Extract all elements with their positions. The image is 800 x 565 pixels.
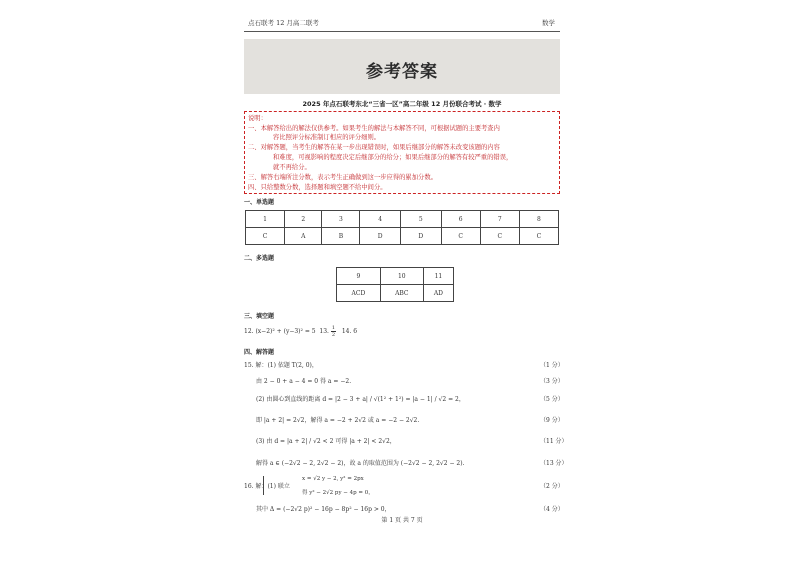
question-number: 1 (246, 211, 285, 228)
answer-cell: C (246, 228, 285, 245)
section-fill-in: 三、填空题 (244, 313, 275, 320)
score-mark: （2 分） (540, 483, 564, 490)
question-number: 11 (423, 268, 453, 285)
notes-line: 和难度，可视影响的程度决定后继部分的给分；如果后继部分的解答有较严重的错误， (273, 154, 513, 161)
solution-line: 解得 a ∈ (−2√2 − 2, 2√2 − 2)，故 a 的取值范围为 (−2√2 − 2, 2√2 − 2). (256, 460, 465, 467)
notes-line: 四、只给整数分数，选择题和填空题不给中间分。 (248, 184, 387, 191)
question-number: 5 (401, 211, 442, 228)
notes-line: 容比照评分标准制订相应的评分细则。 (273, 134, 381, 141)
grading-notes-box (244, 111, 560, 194)
section-single-choice: 一、单选题 (244, 199, 275, 206)
answer-13-fraction (331, 325, 336, 338)
question-number: 7 (480, 211, 519, 228)
solution-line: 16. 解：(1) 联立 (244, 483, 290, 490)
score-mark: （11 分） (540, 438, 568, 445)
running-header-title: 点石联考 12 月高二联考 (248, 19, 319, 27)
answer-cell: D (360, 228, 401, 245)
question-number: 8 (519, 211, 558, 228)
notes-line: 说明： (248, 115, 267, 122)
running-header-subject: 数学 (542, 19, 555, 27)
single-choice-table (245, 210, 559, 245)
fraction-denominator: 2 (331, 332, 336, 338)
score-mark: （13 分） (540, 460, 568, 467)
equation-system: x = √2 y − 2, y² = 2px (302, 476, 364, 482)
answer-cell: C (519, 228, 558, 245)
header-rule (244, 31, 560, 32)
solution-line: (2) 由圆心到直线的距离 d = |2 − 3 + a| / √(1² + 1²) = |a − 1| / √2 = 2， (256, 396, 465, 403)
fill-in-answers (244, 325, 357, 338)
table-row (246, 228, 559, 245)
fraction-numerator: 1 (331, 325, 336, 331)
solution-line: (3) 由 d = |a + 2| / √2 < 2 可得 |a + 2| < 2√2， (256, 438, 396, 445)
notes-line: 二、对解答题，当考生的解答在某一步出现错误时，如果后继部分的解答未改变该题的内容 (248, 144, 500, 151)
answer-13-label: 13. (319, 328, 329, 335)
notes-line: 就不再给分。 (273, 164, 311, 171)
solution-line: 其中 Δ = (−2√2 p)² − 16p − 8p² − 16p > 0， (256, 506, 391, 513)
answer-cell: C (480, 228, 519, 245)
answer-12: 12. (x−2)² + (y−3)² = 5 (244, 328, 316, 335)
question-number: 3 (322, 211, 360, 228)
answer-cell: AD (423, 285, 453, 302)
section-multi-choice: 二、多选题 (244, 255, 275, 262)
system-brace (263, 476, 267, 495)
notes-line: 三、解答右端所注分数，表示考生正确做到这一步应得的累加分数。 (248, 174, 437, 181)
table-row (337, 285, 454, 302)
solution-line: 得 y² − 2√2 py − 4p = 0， (302, 490, 374, 496)
question-number: 10 (380, 268, 423, 285)
score-mark: （5 分） (540, 396, 564, 403)
question-number: 2 (285, 211, 322, 228)
score-mark: （1 分） (540, 362, 564, 369)
page-footer: 第 1 页 共 7 页 (381, 517, 423, 524)
question-number: 4 (360, 211, 401, 228)
answer-cell: B (322, 228, 360, 245)
notes-line: 一、本解答给出的解法仅供参考。如果考生的解法与本解答不同，可根据试题的主要考查内 (248, 125, 500, 132)
score-mark: （4 分） (540, 506, 564, 513)
solution-line: 15. 解：(1) 依题 T(2, 0)， (244, 362, 318, 369)
exam-title: 2025 年点石联考东北“三省一区”高二年级 12 月份联合考试 · 数学 (302, 100, 502, 108)
banner-title: 参考答案 (366, 62, 438, 82)
solution-line: 即 |a + 2| = 2√2，解得 a = −2 + 2√2 或 a = −2 − 2√2. (256, 417, 420, 424)
answer-banner (244, 39, 560, 94)
table-row (337, 268, 454, 285)
multi-choice-table (336, 267, 454, 302)
score-mark: （3 分） (540, 378, 564, 385)
answer-cell: A (285, 228, 322, 245)
question-number: 6 (441, 211, 480, 228)
answer-cell: D (401, 228, 442, 245)
answer-cell: ABC (380, 285, 423, 302)
question-number: 9 (337, 268, 381, 285)
answer-14: 14. 6 (341, 328, 358, 335)
score-mark: （9 分） (540, 417, 564, 424)
table-row (246, 211, 559, 228)
solution-line: 由 2 − 0 + a − 4 = 0 得 a = −2. (256, 378, 352, 385)
answer-cell: C (441, 228, 480, 245)
answer-cell: ACD (337, 285, 381, 302)
section-solutions: 四、解答题 (244, 349, 275, 356)
